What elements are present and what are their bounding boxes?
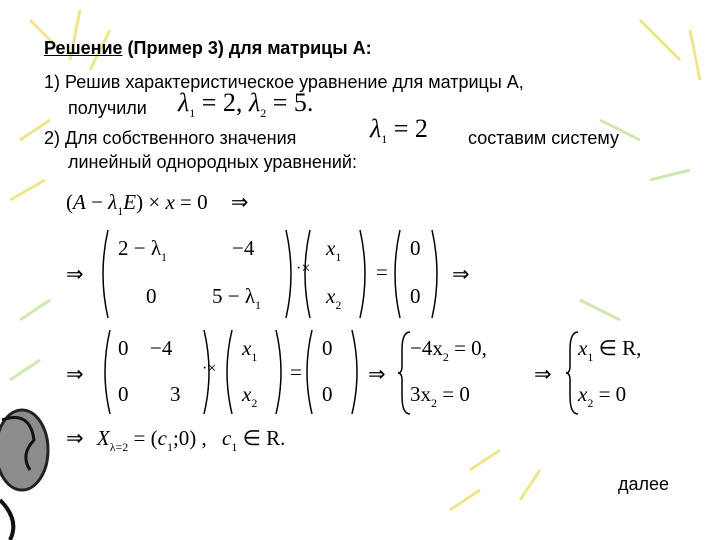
value-text: ∈ R, bbox=[593, 336, 642, 360]
step1-text: Решив характеристическое уравнение для матрицы А, bbox=[65, 72, 524, 92]
subscript: 2 bbox=[260, 106, 267, 120]
implies-arrow: ⇒ bbox=[452, 262, 470, 286]
title-rest: (Пример 3) для матрицы А: bbox=[122, 38, 372, 58]
operator: = bbox=[128, 426, 151, 450]
value-text: = 0 bbox=[437, 382, 470, 406]
m1-eq: = bbox=[376, 260, 388, 284]
m2-a11: 0 bbox=[118, 336, 129, 360]
value-text: = 5. bbox=[266, 88, 314, 117]
vector-symbol: x bbox=[165, 190, 175, 214]
operator: × bbox=[143, 190, 166, 214]
value-text: = 2 bbox=[387, 114, 428, 143]
var: x bbox=[326, 284, 336, 308]
m1-x2 bbox=[326, 284, 341, 313]
paren: ( bbox=[150, 426, 158, 450]
var: x bbox=[326, 236, 336, 260]
implies-arrow: ⇒ bbox=[368, 362, 386, 386]
value-text: 5 − λ bbox=[212, 284, 256, 308]
value-text: 3x bbox=[410, 382, 431, 406]
subscript: 1 bbox=[255, 298, 262, 312]
sun-ray bbox=[450, 450, 540, 510]
value-text: = 0, bbox=[448, 336, 487, 360]
m1-a22 bbox=[212, 284, 261, 313]
m2-b2: 0 bbox=[322, 382, 333, 406]
subscript: 1 bbox=[166, 440, 173, 454]
value-text: −4x bbox=[410, 336, 443, 360]
var: x bbox=[578, 382, 588, 406]
subscript: 2 bbox=[335, 298, 342, 312]
implies-arrow-m2: ⇒ bbox=[66, 362, 84, 386]
value-text: 2 − λ bbox=[118, 236, 162, 260]
value-text: ;0 bbox=[172, 426, 190, 450]
page-title bbox=[44, 38, 372, 59]
step2-number: 2) bbox=[44, 128, 61, 148]
implies-arrow-m1: ⇒ bbox=[66, 262, 84, 286]
var: c bbox=[222, 426, 232, 450]
m2-x1 bbox=[242, 336, 257, 365]
leaf-stroke bbox=[10, 300, 50, 380]
subscript: 2 bbox=[251, 396, 258, 410]
subscript: 2 bbox=[587, 396, 594, 410]
system1-row1 bbox=[410, 336, 487, 365]
m1-b2: 0 bbox=[410, 284, 421, 308]
result-line bbox=[66, 426, 285, 455]
equation-a bbox=[66, 190, 248, 219]
step2-cont: линейный однородных уравнений: bbox=[68, 152, 357, 172]
value-text: = 0 bbox=[593, 382, 627, 406]
sun-ray bbox=[640, 20, 700, 80]
var: x bbox=[242, 336, 252, 360]
lambda-symbol: λ bbox=[108, 190, 118, 214]
system2-row1 bbox=[578, 336, 641, 365]
vector-symbol: X bbox=[96, 426, 110, 450]
implies-arrow: ⇒ bbox=[534, 362, 552, 386]
m2-b1: 0 bbox=[322, 336, 333, 360]
paren: ( bbox=[66, 190, 73, 214]
matrix-symbol: E bbox=[123, 190, 137, 214]
paren: ) bbox=[189, 426, 197, 450]
matrix-symbol: A bbox=[73, 190, 86, 214]
eigenvalues-formula bbox=[178, 88, 313, 121]
title-solution-word: Решение bbox=[44, 38, 123, 58]
step2-line bbox=[44, 128, 296, 149]
step1-cont bbox=[68, 98, 147, 119]
value-text: = 0 bbox=[174, 190, 208, 214]
m2-a21: 0 bbox=[118, 382, 129, 406]
value-text: , bbox=[196, 426, 207, 450]
subscript: 1 bbox=[381, 132, 388, 146]
m2-eq: = bbox=[290, 360, 302, 384]
subscript: 1 bbox=[231, 440, 238, 454]
m1-x1 bbox=[326, 236, 341, 265]
paren: ) bbox=[136, 190, 144, 214]
lambda-symbol: λ bbox=[178, 88, 190, 117]
step1-cont-text: получили bbox=[68, 98, 147, 118]
multiply-sign: ·× bbox=[202, 360, 217, 377]
system1-row2 bbox=[410, 382, 470, 411]
m1-a11 bbox=[118, 236, 167, 265]
multiply-sign: ·× bbox=[296, 260, 311, 277]
subscript: 1 bbox=[587, 350, 594, 364]
implies-arrow: ⇒ bbox=[230, 190, 249, 214]
subscript: 2 bbox=[442, 350, 449, 364]
operator: − bbox=[85, 190, 109, 214]
subscript: 1 bbox=[189, 106, 196, 120]
step1-number: 1) bbox=[44, 72, 61, 92]
m2-x2 bbox=[242, 382, 257, 411]
subscript: 1 bbox=[161, 250, 168, 264]
var: x bbox=[242, 382, 252, 406]
next-link[interactable]: далее bbox=[618, 474, 670, 494]
m2-a22: 3 bbox=[170, 382, 181, 406]
subscript: 2 bbox=[431, 396, 437, 410]
lambda-symbol: λ bbox=[370, 114, 382, 143]
eigenvalue-formula bbox=[370, 114, 428, 147]
subscript: 1 bbox=[117, 204, 124, 218]
implies-arrow: ⇒ bbox=[66, 426, 84, 450]
leaf-stroke bbox=[580, 300, 620, 320]
value-text: = 2, bbox=[195, 88, 243, 117]
var: x bbox=[578, 336, 588, 360]
m2-a12: −4 bbox=[150, 336, 173, 360]
subscript: 1 bbox=[335, 250, 342, 264]
var: c bbox=[157, 426, 167, 450]
m1-b1: 0 bbox=[410, 236, 421, 260]
value-text: ∈ R. bbox=[237, 426, 286, 450]
gray-figure bbox=[0, 410, 48, 540]
subscript: λ=2 bbox=[109, 440, 129, 454]
subscript: 1 bbox=[251, 350, 258, 364]
step2-text: Для собственного значения bbox=[65, 128, 297, 148]
step2-text-after: составим систему bbox=[468, 128, 619, 148]
m1-a21: 0 bbox=[146, 284, 157, 308]
system2-row2 bbox=[578, 382, 626, 411]
m1-a12: −4 bbox=[232, 236, 255, 260]
lambda-symbol: λ bbox=[248, 88, 261, 117]
